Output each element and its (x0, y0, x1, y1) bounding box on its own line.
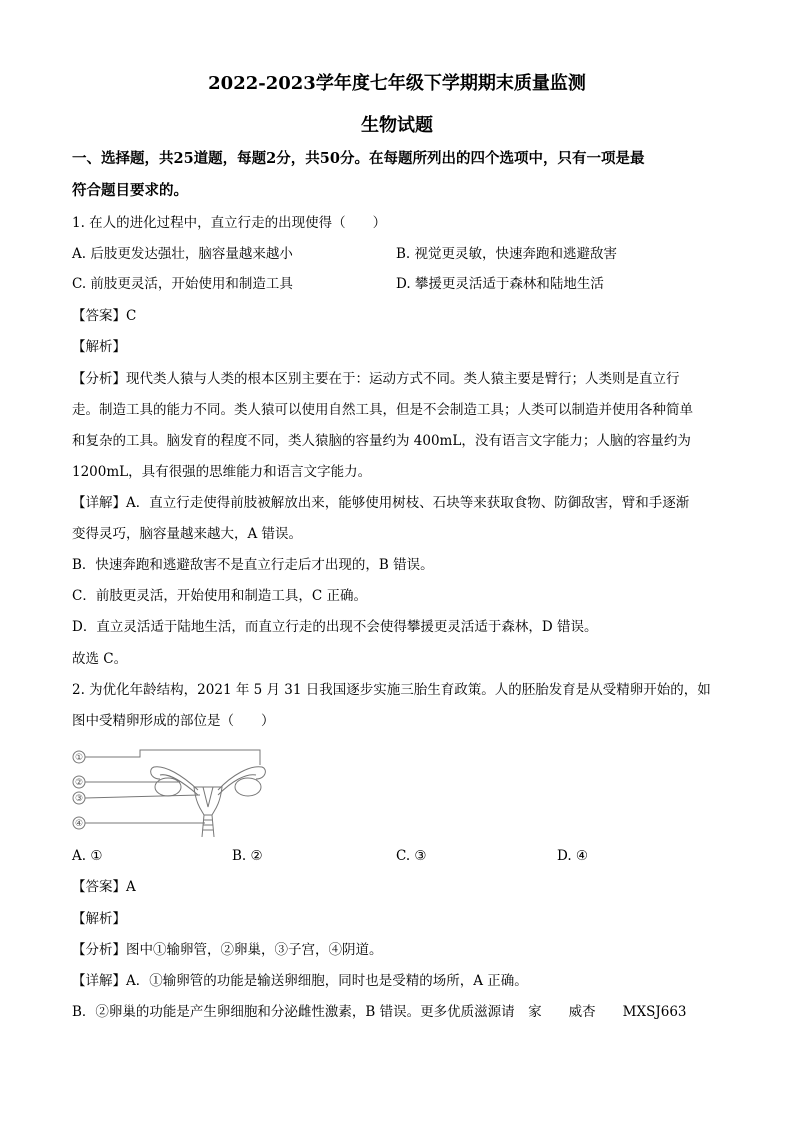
diagram-label-4: ④ (74, 819, 84, 829)
q1-detail-line: D．直立灵活适于陆地生活，而直立行走的出现不会使得攀援更灵活适于森林，D 错误。 (72, 619, 598, 635)
q1-detail-line: C．前肢更灵活，开始使用和制造工具，C 正确。 (72, 588, 367, 604)
diagram-label-1: ① (74, 753, 84, 763)
q1-fenxi-line: 1200mL，具有很强的思维能力和语言文字能力。 (72, 464, 372, 480)
page-title: 2022-2023学年度七年级下学期期末质量监测 (208, 73, 586, 94)
q1-option-b: B. 视觉更灵敏，快速奔跑和逃避敌害 (396, 246, 618, 262)
q1-fenxi-line: 和复杂的工具。脑发育的程度不同，类人猿脑的容量约为 400mL，没有语言文字能力；人脑的容量约为 (72, 433, 691, 449)
q1-option-a: A. 后肢更发达强壮，脑容量越来越小 (72, 246, 293, 262)
q2-detail-line1: 【详解】A．①输卵管的功能是输送卵细胞，同时也是受精的场所，A 正确。 (72, 973, 528, 989)
diagram-label-2: ② (74, 778, 84, 788)
uterus-diagram-illustration (70, 745, 280, 840)
q1-conclusion: 故选 C。 (72, 651, 128, 667)
q1-detail-line: B．快速奔跑和逃避敌害不是直立行走后才出现的，B 错误。 (72, 557, 434, 573)
q2-detail-line2: B．②卵巢的功能是产生卵细胞和分泌雌性激素，B 错误。更多优质滋源请 家 威杏 MXSJ663 (72, 1004, 687, 1020)
q2-stem-line2: 图中受精卵形成的部位是（ ） (72, 713, 275, 729)
q1-option-d: D. 攀援更灵活适于森林和陆地生活 (396, 276, 604, 292)
q1-answer: 【答案】C (72, 308, 137, 324)
q2-option-a: A. ① (72, 848, 103, 864)
q2-option-b: B. ② (232, 848, 263, 864)
page-subtitle: 生物试题 (361, 115, 433, 136)
q2-option-c: C. ③ (396, 848, 427, 864)
q1-detail-line: 变得灵巧，脑容量越来越大，A 错误。 (72, 526, 303, 542)
q1-fenxi-line: 走。制造工具的能力不同。类人猿可以使用自然工具，但是不会制造工具；人类可以制造并使用各种简单 (72, 402, 693, 418)
q1-stem: 1. 在人的进化过程中，直立行走的出现使得（ ） (72, 215, 387, 231)
section-heading-line2: 符合题目要求的。 (72, 182, 188, 199)
q2-analysis-label: 【解析】 (72, 911, 126, 927)
q1-fenxi-line: 【分析】现代类人猿与人类的根本区别主要在于：运动方式不同。类人猿主要是臂行；人类则是直立行 (72, 371, 680, 387)
q1-analysis-label: 【解析】 (72, 339, 126, 355)
reproductive-system-diagram (70, 745, 280, 840)
q1-option-c: C. 前肢更灵活，开始使用和制造工具 (72, 276, 293, 292)
diagram-label-3: ③ (74, 794, 84, 804)
q1-detail-line: 【详解】A．直立行走使得前肢被解放出来，能够使用树枝、石块等来获取食物、防御敌害，臂和手逐渐 (72, 495, 690, 511)
q2-fenxi: 【分析】图中①输卵管，②卵巢，③子宫，④阴道。 (72, 942, 383, 958)
q2-stem-line1: 2. 为优化年龄结构，2021 年 5 月 31 日我国逐步实施三胎生育政策。人的胚胎发育是从受精卵开始的，如 (72, 682, 711, 698)
q2-option-d: D. ④ (557, 848, 589, 864)
q2-answer: 【答案】A (72, 879, 136, 895)
section-heading-line1: 一、选择题，共25道题，每题2分，共50分。在每题所列出的四个选项中，只有一项是最 (72, 150, 645, 167)
